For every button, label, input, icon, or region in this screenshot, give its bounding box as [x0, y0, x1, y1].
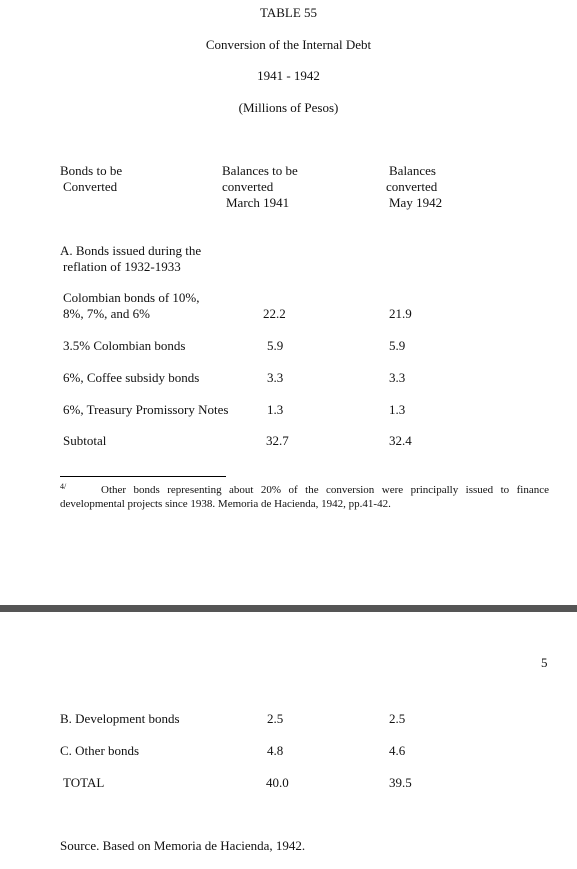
row-label: C. Other bonds	[60, 743, 140, 758]
header-line: Converted	[63, 179, 118, 194]
page-break-divider	[0, 605, 577, 612]
row-label: Colombian bonds of 10%,	[63, 290, 200, 305]
row-label: 6%, Treasury Promissory Notes	[63, 402, 229, 417]
cell-may-1942: 2.5	[389, 711, 406, 726]
section-a-heading-cont: reflation of 1932-1933	[63, 259, 181, 274]
footnote-rule	[60, 476, 226, 477]
cell-march-1941: 40.0	[266, 775, 289, 790]
cell-march-1941: 2.5	[267, 711, 284, 726]
cell-march-1941: 32.7	[266, 433, 289, 448]
page-number: 5	[541, 655, 548, 670]
cell-march-1941: 4.8	[267, 743, 284, 758]
row-label: 8%, 7%, and 6%	[63, 306, 151, 321]
header-line: Balances	[389, 163, 436, 178]
header-line: Bonds to be	[60, 163, 123, 178]
footnote-marker: 4/	[60, 482, 67, 491]
table-units: (Millions of Pesos)	[238, 100, 339, 115]
row-label: TOTAL	[63, 775, 105, 790]
row-label: Subtotal	[63, 433, 107, 448]
cell-march-1941: 3.3	[267, 370, 284, 385]
cell-may-1942: 4.6	[389, 743, 406, 758]
cell-may-1942: 21.9	[389, 306, 412, 321]
row-label: B. Development bonds	[60, 711, 180, 726]
header-line: March 1941	[226, 195, 290, 210]
cell-may-1942: 1.3	[389, 402, 406, 417]
cell-may-1942: 32.4	[389, 433, 412, 448]
cell-march-1941: 5.9	[267, 338, 284, 353]
table-title: Conversion of the Internal Debt	[205, 37, 372, 52]
header-line: converted	[222, 179, 274, 194]
table-years: 1941 - 1942	[257, 68, 320, 83]
cell-march-1941: 22.2	[263, 306, 286, 321]
cell-may-1942: 5.9	[389, 338, 406, 353]
source-note: Source. Based on Memoria de Hacienda, 1942.	[60, 838, 306, 853]
row-label: 6%, Coffee subsidy bonds	[63, 370, 200, 385]
footnote-line: developmental projects since 1938. Memoria de Hacienda, 1942, pp.41-42.	[60, 498, 391, 510]
row-label: 3.5% Colombian bonds	[63, 338, 186, 353]
header-line: Balances to be	[222, 163, 298, 178]
header-line: converted	[386, 179, 438, 194]
table-label: TABLE 55	[259, 5, 318, 20]
footnote-line: Other bonds representing about 20% of the conversion were principally issued to finance	[101, 484, 549, 496]
cell-may-1942: 3.3	[389, 370, 406, 385]
header-line: May 1942	[389, 195, 443, 210]
cell-may-1942: 39.5	[389, 775, 412, 790]
cell-march-1941: 1.3	[267, 402, 284, 417]
section-a-heading: A. Bonds issued during the	[60, 243, 202, 258]
